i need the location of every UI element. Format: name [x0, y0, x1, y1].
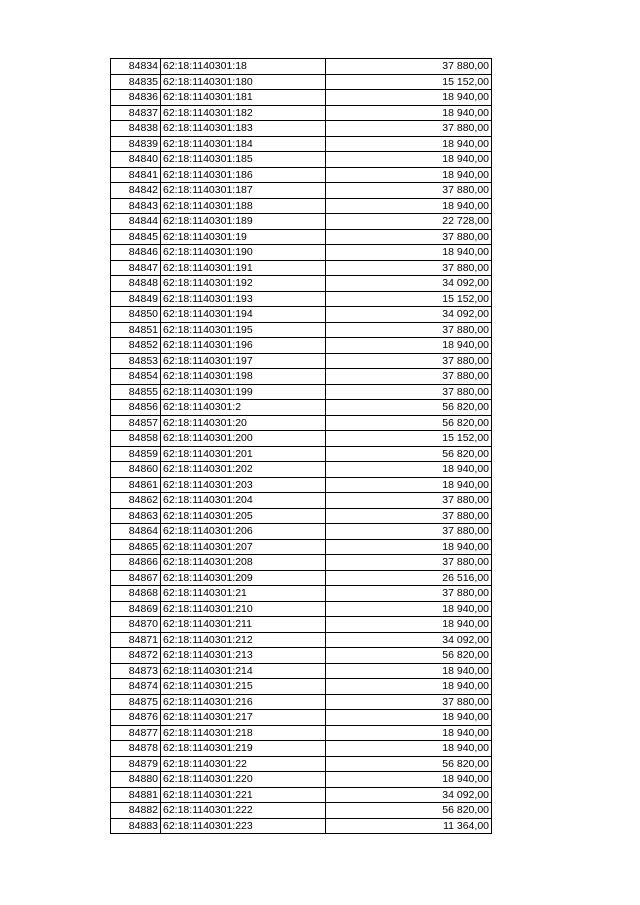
table-row — [111, 601, 492, 617]
row-value: 37 880,00 — [326, 260, 492, 276]
row-number: 84879 — [111, 756, 161, 772]
row-value: 34 092,00 — [326, 307, 492, 323]
row-value: 18 940,00 — [326, 741, 492, 757]
row-number: 84851 — [111, 322, 161, 338]
row-number: 84855 — [111, 384, 161, 400]
row-number: 84871 — [111, 632, 161, 648]
row-number: 84834 — [111, 59, 161, 75]
row-number: 84866 — [111, 555, 161, 571]
table-row — [111, 152, 492, 168]
table-row — [111, 415, 492, 431]
cadastral-number: 62:18:1140301:21 — [161, 586, 326, 602]
table-row — [111, 725, 492, 741]
cadastral-number: 62:18:1140301:19 — [161, 229, 326, 245]
cadastral-number: 62:18:1140301:190 — [161, 245, 326, 261]
cadastral-number: 62:18:1140301:197 — [161, 353, 326, 369]
cadastral-number: 62:18:1140301:186 — [161, 167, 326, 183]
row-number: 84853 — [111, 353, 161, 369]
row-number: 84847 — [111, 260, 161, 276]
row-value: 56 820,00 — [326, 803, 492, 819]
table-row — [111, 663, 492, 679]
table-row — [111, 772, 492, 788]
row-number: 84869 — [111, 601, 161, 617]
row-number: 84867 — [111, 570, 161, 586]
row-number: 84849 — [111, 291, 161, 307]
table-row — [111, 632, 492, 648]
row-number: 84876 — [111, 710, 161, 726]
table-row — [111, 229, 492, 245]
cadastral-number: 62:18:1140301:203 — [161, 477, 326, 493]
row-number: 84854 — [111, 369, 161, 385]
row-value: 15 152,00 — [326, 431, 492, 447]
table-row — [111, 586, 492, 602]
table-row — [111, 214, 492, 230]
table-row — [111, 291, 492, 307]
table-row — [111, 555, 492, 571]
row-number: 84850 — [111, 307, 161, 323]
row-number: 84861 — [111, 477, 161, 493]
row-value: 18 940,00 — [326, 601, 492, 617]
row-value: 37 880,00 — [326, 353, 492, 369]
row-value: 56 820,00 — [326, 446, 492, 462]
cadastral-number: 62:18:1140301:200 — [161, 431, 326, 447]
row-value: 18 940,00 — [326, 663, 492, 679]
row-value: 15 152,00 — [326, 74, 492, 90]
table-row — [111, 694, 492, 710]
table-row — [111, 524, 492, 540]
row-value: 37 880,00 — [326, 183, 492, 199]
row-value: 56 820,00 — [326, 756, 492, 772]
cadastral-number: 62:18:1140301:189 — [161, 214, 326, 230]
cadastral-number: 62:18:1140301:193 — [161, 291, 326, 307]
row-value: 18 940,00 — [326, 198, 492, 214]
table-row — [111, 198, 492, 214]
table-row — [111, 648, 492, 664]
table-row — [111, 121, 492, 137]
table-row — [111, 369, 492, 385]
row-number: 84862 — [111, 493, 161, 509]
row-value: 37 880,00 — [326, 369, 492, 385]
row-value: 11 364,00 — [326, 818, 492, 834]
row-number: 84881 — [111, 787, 161, 803]
table-row — [111, 245, 492, 261]
cadastral-number: 62:18:1140301:217 — [161, 710, 326, 726]
table-row — [111, 679, 492, 695]
table-row — [111, 477, 492, 493]
table-row — [111, 787, 492, 803]
cadastral-number: 62:18:1140301:215 — [161, 679, 326, 695]
table-row — [111, 59, 492, 75]
cadastral-number: 62:18:1140301:221 — [161, 787, 326, 803]
row-value: 37 880,00 — [326, 229, 492, 245]
table-row — [111, 710, 492, 726]
row-number: 84872 — [111, 648, 161, 664]
cadastral-number: 62:18:1140301:185 — [161, 152, 326, 168]
row-number: 84856 — [111, 400, 161, 416]
data-table — [110, 58, 492, 834]
cadastral-number: 62:18:1140301:209 — [161, 570, 326, 586]
table-row — [111, 493, 492, 509]
row-value: 37 880,00 — [326, 508, 492, 524]
table-row — [111, 105, 492, 121]
row-value: 37 880,00 — [326, 384, 492, 400]
table-row — [111, 508, 492, 524]
row-value: 18 940,00 — [326, 477, 492, 493]
cadastral-number: 62:18:1140301:210 — [161, 601, 326, 617]
row-number: 84845 — [111, 229, 161, 245]
row-value: 56 820,00 — [326, 648, 492, 664]
row-value: 18 940,00 — [326, 136, 492, 152]
row-value: 18 940,00 — [326, 462, 492, 478]
table-row — [111, 136, 492, 152]
row-value: 34 092,00 — [326, 632, 492, 648]
table-row — [111, 803, 492, 819]
row-number: 84843 — [111, 198, 161, 214]
row-value: 37 880,00 — [326, 493, 492, 509]
row-number: 84873 — [111, 663, 161, 679]
row-number: 84863 — [111, 508, 161, 524]
row-number: 84852 — [111, 338, 161, 354]
row-value: 18 940,00 — [326, 539, 492, 555]
row-value: 34 092,00 — [326, 276, 492, 292]
table-row — [111, 818, 492, 834]
table-row — [111, 756, 492, 772]
row-value: 56 820,00 — [326, 400, 492, 416]
row-value: 18 940,00 — [326, 710, 492, 726]
row-value: 37 880,00 — [326, 59, 492, 75]
table-row — [111, 617, 492, 633]
cadastral-number: 62:18:1140301:181 — [161, 90, 326, 106]
cadastral-number: 62:18:1140301:182 — [161, 105, 326, 121]
cadastral-number: 62:18:1140301:208 — [161, 555, 326, 571]
row-value: 18 940,00 — [326, 617, 492, 633]
table-row — [111, 446, 492, 462]
cadastral-number: 62:18:1140301:202 — [161, 462, 326, 478]
cadastral-number: 62:18:1140301:195 — [161, 322, 326, 338]
cadastral-number: 62:18:1140301:20 — [161, 415, 326, 431]
row-number: 84835 — [111, 74, 161, 90]
row-number: 84868 — [111, 586, 161, 602]
row-number: 84839 — [111, 136, 161, 152]
row-number: 84837 — [111, 105, 161, 121]
row-number: 84858 — [111, 431, 161, 447]
cadastral-number: 62:18:1140301:206 — [161, 524, 326, 540]
cadastral-number: 62:18:1140301:205 — [161, 508, 326, 524]
cadastral-number: 62:18:1140301:223 — [161, 818, 326, 834]
row-number: 84859 — [111, 446, 161, 462]
row-value: 18 940,00 — [326, 245, 492, 261]
row-value: 18 940,00 — [326, 90, 492, 106]
table-row — [111, 570, 492, 586]
row-value: 37 880,00 — [326, 121, 492, 137]
row-value: 18 940,00 — [326, 167, 492, 183]
row-value: 37 880,00 — [326, 586, 492, 602]
row-value: 18 940,00 — [326, 338, 492, 354]
cadastral-number: 62:18:1140301:222 — [161, 803, 326, 819]
row-value: 37 880,00 — [326, 555, 492, 571]
table-row — [111, 462, 492, 478]
table-row — [111, 74, 492, 90]
row-value: 56 820,00 — [326, 415, 492, 431]
table-row — [111, 400, 492, 416]
row-number: 84870 — [111, 617, 161, 633]
cadastral-number: 62:18:1140301:18 — [161, 59, 326, 75]
row-number: 84883 — [111, 818, 161, 834]
row-number: 84878 — [111, 741, 161, 757]
row-number: 84838 — [111, 121, 161, 137]
cadastral-number: 62:18:1140301:22 — [161, 756, 326, 772]
row-number: 84875 — [111, 694, 161, 710]
table-row — [111, 260, 492, 276]
table-row — [111, 167, 492, 183]
table-row — [111, 353, 492, 369]
table-body — [111, 59, 492, 834]
row-number: 84874 — [111, 679, 161, 695]
cadastral-number: 62:18:1140301:199 — [161, 384, 326, 400]
table-row — [111, 276, 492, 292]
row-value: 18 940,00 — [326, 772, 492, 788]
cadastral-number: 62:18:1140301:183 — [161, 121, 326, 137]
table-row — [111, 90, 492, 106]
cadastral-number: 62:18:1140301:214 — [161, 663, 326, 679]
cadastral-number: 62:18:1140301:219 — [161, 741, 326, 757]
row-number: 84846 — [111, 245, 161, 261]
row-number: 84865 — [111, 539, 161, 555]
row-value: 37 880,00 — [326, 694, 492, 710]
row-number: 84841 — [111, 167, 161, 183]
row-number: 84848 — [111, 276, 161, 292]
table-row — [111, 384, 492, 400]
row-number: 84836 — [111, 90, 161, 106]
table-row — [111, 431, 492, 447]
cadastral-number: 62:18:1140301:196 — [161, 338, 326, 354]
row-number: 84840 — [111, 152, 161, 168]
cadastral-number: 62:18:1140301:2 — [161, 400, 326, 416]
table-row — [111, 338, 492, 354]
cadastral-number: 62:18:1140301:207 — [161, 539, 326, 555]
cadastral-number: 62:18:1140301:192 — [161, 276, 326, 292]
cadastral-number: 62:18:1140301:188 — [161, 198, 326, 214]
cadastral-number: 62:18:1140301:211 — [161, 617, 326, 633]
cadastral-number: 62:18:1140301:180 — [161, 74, 326, 90]
cadastral-number: 62:18:1140301:194 — [161, 307, 326, 323]
row-number: 84864 — [111, 524, 161, 540]
row-number: 84844 — [111, 214, 161, 230]
row-number: 84877 — [111, 725, 161, 741]
row-number: 84842 — [111, 183, 161, 199]
row-value: 18 940,00 — [326, 725, 492, 741]
document-page — [110, 58, 492, 834]
row-value: 37 880,00 — [326, 322, 492, 338]
table-row — [111, 539, 492, 555]
cadastral-number: 62:18:1140301:204 — [161, 493, 326, 509]
table-row — [111, 322, 492, 338]
row-value: 15 152,00 — [326, 291, 492, 307]
table-row — [111, 183, 492, 199]
row-value: 22 728,00 — [326, 214, 492, 230]
row-number: 84860 — [111, 462, 161, 478]
row-value: 18 940,00 — [326, 105, 492, 121]
cadastral-number: 62:18:1140301:187 — [161, 183, 326, 199]
cadastral-number: 62:18:1140301:184 — [161, 136, 326, 152]
cadastral-number: 62:18:1140301:213 — [161, 648, 326, 664]
row-value: 26 516,00 — [326, 570, 492, 586]
row-value: 34 092,00 — [326, 787, 492, 803]
row-number: 84882 — [111, 803, 161, 819]
row-number: 84857 — [111, 415, 161, 431]
cadastral-number: 62:18:1140301:220 — [161, 772, 326, 788]
cadastral-number: 62:18:1140301:201 — [161, 446, 326, 462]
table-row — [111, 307, 492, 323]
row-number: 84880 — [111, 772, 161, 788]
cadastral-number: 62:18:1140301:212 — [161, 632, 326, 648]
row-value: 18 940,00 — [326, 679, 492, 695]
cadastral-number: 62:18:1140301:218 — [161, 725, 326, 741]
cadastral-number: 62:18:1140301:191 — [161, 260, 326, 276]
row-value: 18 940,00 — [326, 152, 492, 168]
row-value: 37 880,00 — [326, 524, 492, 540]
cadastral-number: 62:18:1140301:198 — [161, 369, 326, 385]
table-row — [111, 741, 492, 757]
cadastral-number: 62:18:1140301:216 — [161, 694, 326, 710]
